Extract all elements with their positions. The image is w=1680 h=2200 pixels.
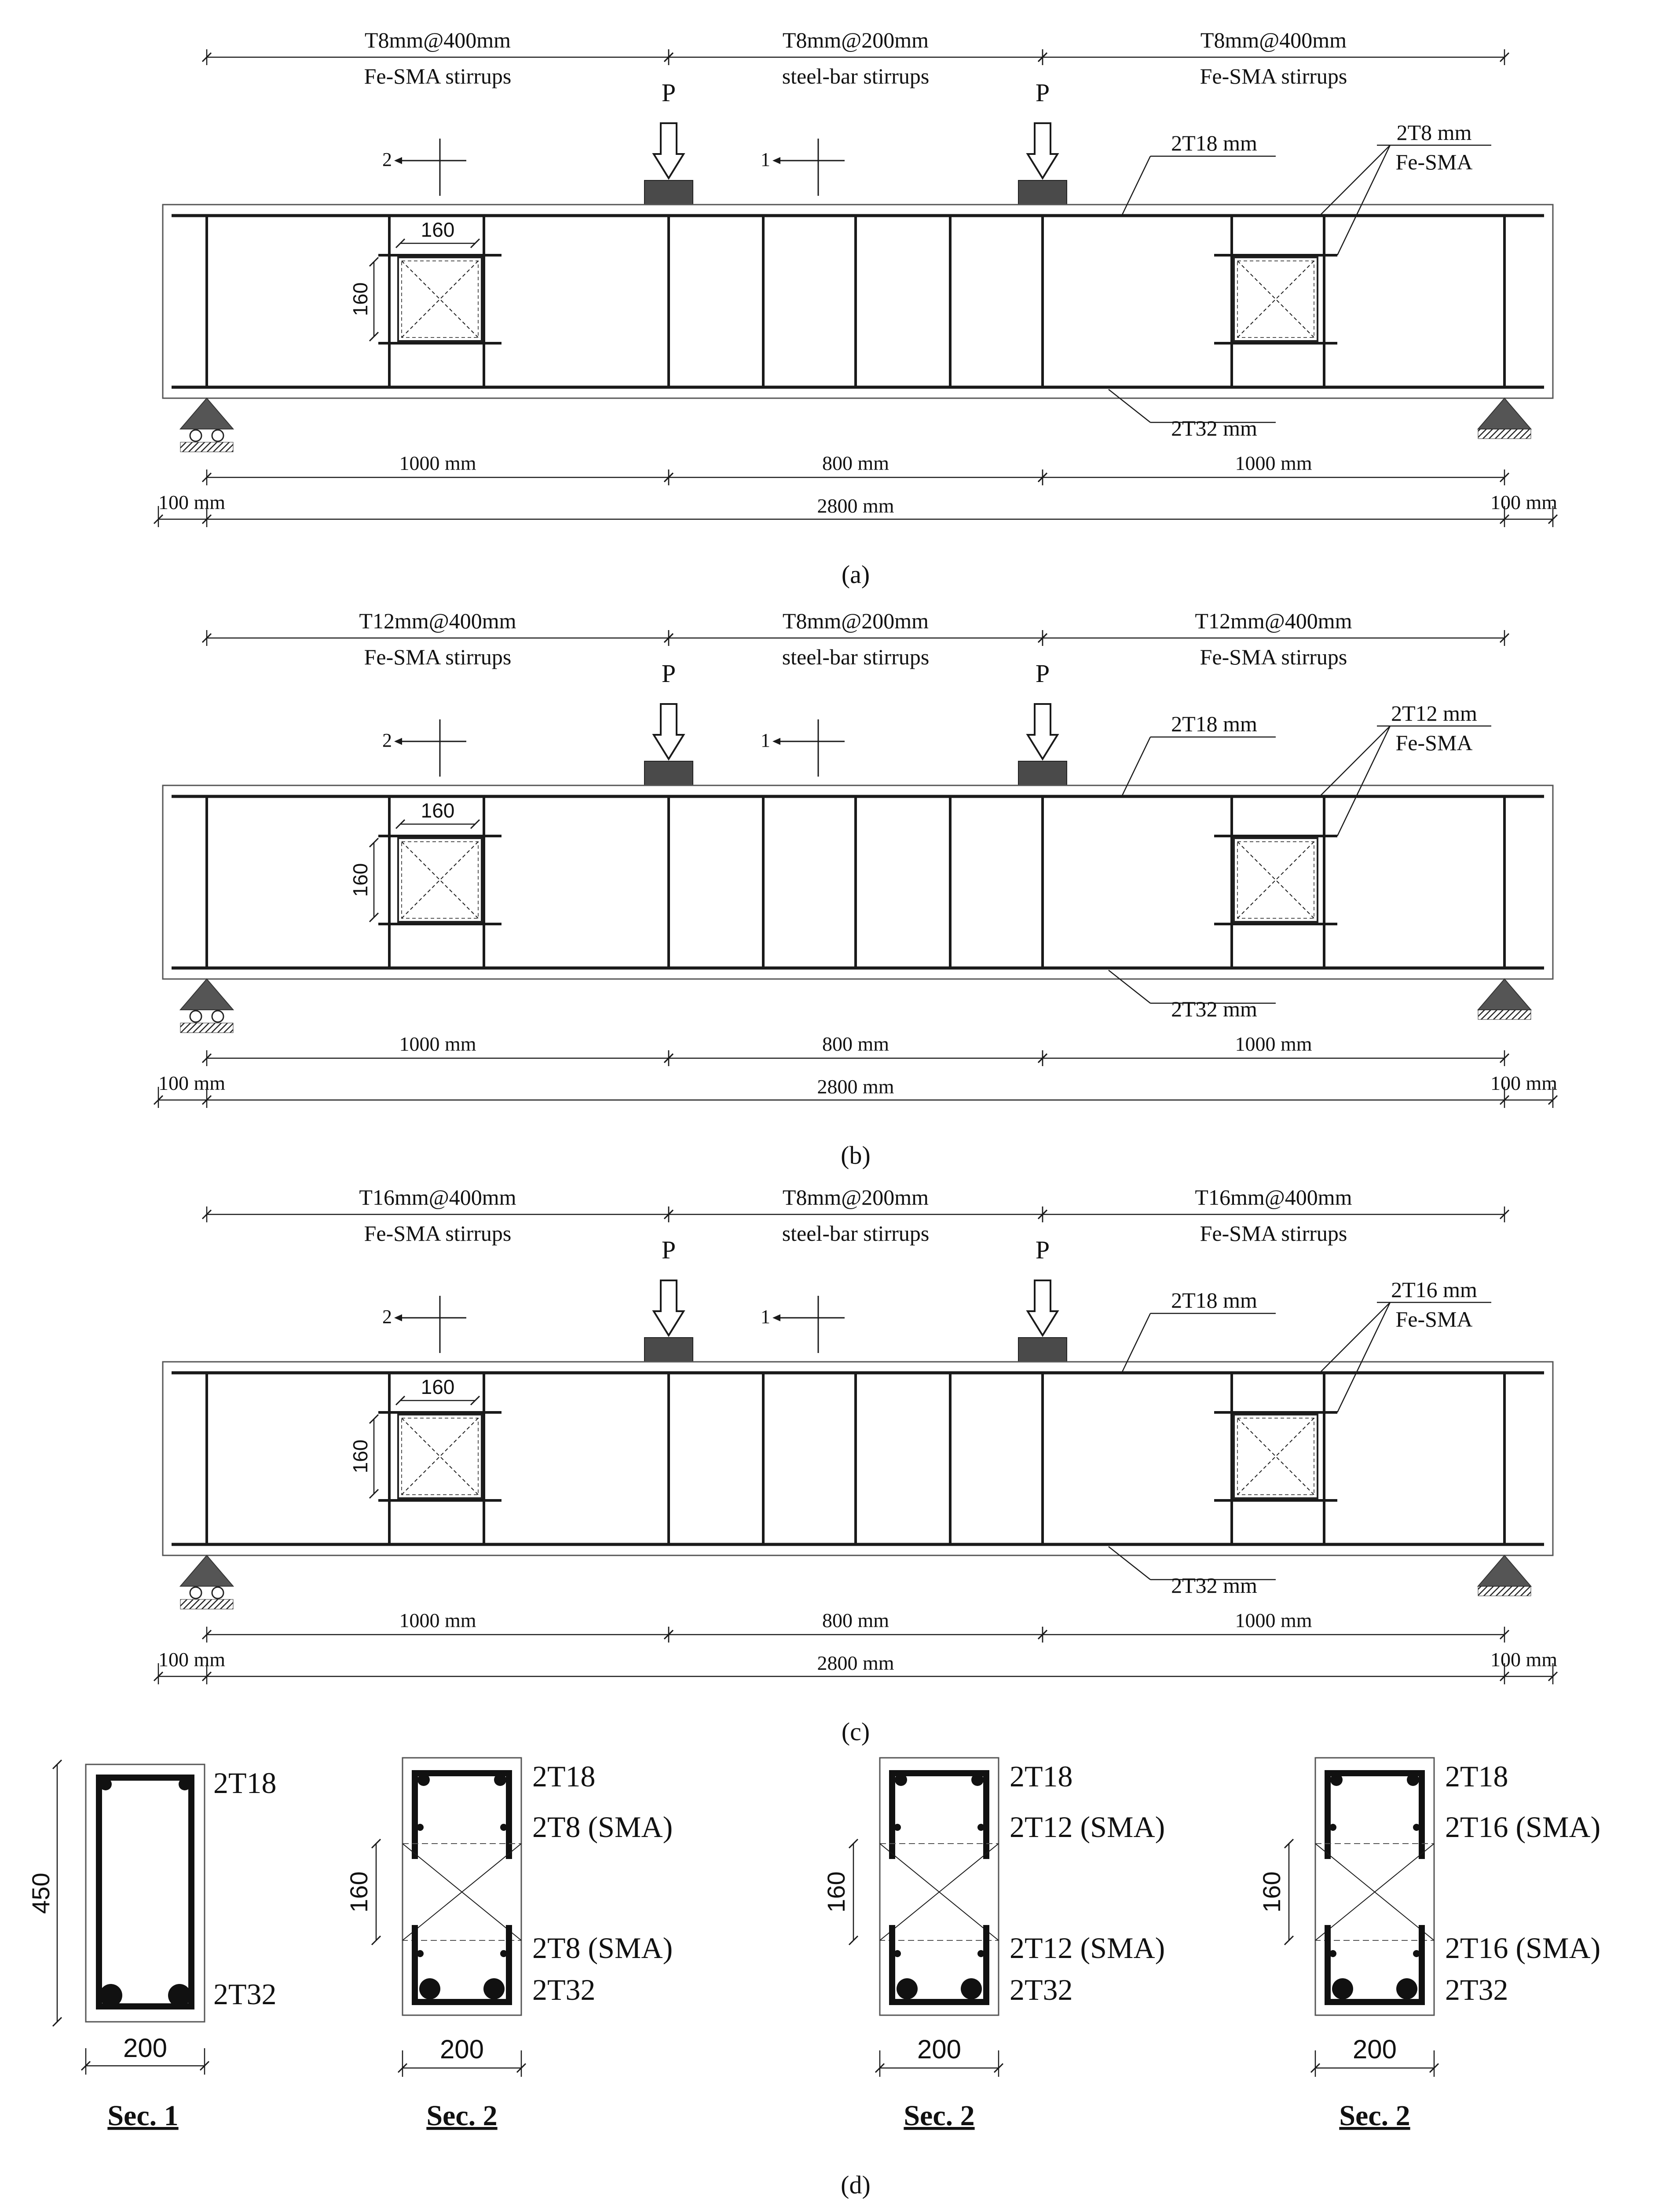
- load-label: P: [1035, 78, 1050, 107]
- right-zone-stirrup-type: Fe-SMA stirrups: [1200, 64, 1347, 88]
- section-cut-number: 2: [382, 1306, 392, 1327]
- sma-top-label: 2T16 (SMA): [1445, 1810, 1601, 1844]
- roller-wheel-icon: [190, 1011, 201, 1022]
- total-length-label: 2800 mm: [817, 1652, 894, 1674]
- left-zone-stirrup-spec: T8mm@400mm: [364, 28, 511, 52]
- load-arrow-icon: [654, 704, 684, 759]
- bottom-rebar: [419, 1978, 440, 1999]
- roller-support-icon: [180, 979, 233, 1010]
- bottom-rebar: [1332, 1978, 1353, 1999]
- sma-rebar: [500, 1950, 507, 1957]
- ground-hatch: [1478, 1010, 1531, 1019]
- opening-height-label: 160: [822, 1871, 850, 1913]
- roller-wheel-icon: [212, 1011, 223, 1022]
- roller-wheel-icon: [190, 430, 201, 441]
- bottom-rebar: [961, 1978, 982, 1999]
- section-title: Sec. 2: [1339, 2100, 1410, 2132]
- beam-elevation-2: [154, 609, 1557, 1170]
- sma-rebar: [894, 1824, 901, 1831]
- section-cut-arrowhead-icon: [394, 1314, 402, 1321]
- ground-hatch: [180, 442, 233, 452]
- opening-width-label: 160: [421, 799, 455, 822]
- span-length-label: 1000 mm: [399, 1033, 476, 1055]
- span-length-label: 1000 mm: [1235, 452, 1312, 474]
- section-cut-arrowhead-icon: [394, 157, 402, 164]
- width-dimension-label: 200: [1352, 2035, 1397, 2064]
- top-rebar: [1330, 1774, 1343, 1786]
- bottom-bar-label: 2T32 mm: [1171, 997, 1257, 1021]
- cross-sections: [27, 1758, 1600, 2199]
- bottom-rebar: [483, 1978, 505, 1999]
- ground-hatch: [1478, 429, 1531, 439]
- sma-bottom-label: 2T8 (SMA): [532, 1931, 673, 1965]
- load-arrow-icon: [654, 123, 684, 178]
- loading-plate: [644, 180, 693, 205]
- sma-bar-leader: [1337, 726, 1390, 836]
- opening-width-label: 160: [421, 1375, 455, 1398]
- section-2-variant-2: [822, 1758, 1165, 2132]
- loading-plate: [1018, 1338, 1067, 1362]
- opening-height-label: 160: [1258, 1871, 1285, 1913]
- beam-elevation-3: [154, 1185, 1557, 1746]
- right-zone-stirrup-spec: T16mm@400mm: [1195, 1185, 1352, 1210]
- mid-zone-stirrup-spec: T8mm@200mm: [782, 28, 929, 52]
- left-zone-stirrup-spec: T16mm@400mm: [359, 1185, 516, 1210]
- section-cut-number: 2: [382, 730, 392, 751]
- panel-label: (c): [841, 1717, 870, 1746]
- overhang-label-left: 100 mm: [158, 1648, 226, 1671]
- bottom-bar-label: 2T32: [213, 1977, 277, 2011]
- bottom-bar-label: 2T32: [532, 1973, 596, 2006]
- load-arrow-icon: [1028, 704, 1058, 759]
- section-2-variant-3: [1258, 1758, 1600, 2132]
- sma-rebar: [977, 1950, 985, 1957]
- sma-rebar: [417, 1824, 424, 1831]
- sma-bottom-label: 2T12 (SMA): [1010, 1931, 1165, 1965]
- bottom-rebar: [1396, 1978, 1417, 1999]
- sma-bar-leader: [1337, 1302, 1390, 1412]
- right-zone-stirrup-type: Fe-SMA stirrups: [1200, 645, 1347, 669]
- load-label: P: [661, 78, 676, 107]
- roller-wheel-icon: [212, 1587, 223, 1599]
- load-label: P: [661, 659, 676, 688]
- load-label: P: [1035, 659, 1050, 688]
- roller-support-icon: [180, 1555, 233, 1586]
- bottom-bar-leader: [1109, 970, 1150, 1003]
- loading-plate: [1018, 180, 1067, 205]
- ground-hatch: [180, 1023, 233, 1033]
- overhang-label-right: 100 mm: [1490, 1072, 1557, 1094]
- right-zone-stirrup-type: Fe-SMA stirrups: [1200, 1221, 1347, 1246]
- top-bar-label: 2T18: [1445, 1760, 1508, 1793]
- bottom-bar-label: 2T32: [1010, 1973, 1073, 2006]
- top-bar-leader: [1122, 1313, 1150, 1373]
- span-length-label: 1000 mm: [399, 452, 476, 474]
- beam-elevation-1: [154, 28, 1557, 589]
- top-bar-label: 2T18: [1010, 1760, 1073, 1793]
- overhang-label-right: 100 mm: [1490, 491, 1557, 513]
- sma-rebar: [500, 1824, 507, 1831]
- opening-height-label: 160: [349, 1439, 372, 1474]
- bottom-bar-leader: [1109, 1547, 1150, 1580]
- roller-wheel-icon: [212, 430, 223, 441]
- top-rebar: [971, 1774, 984, 1786]
- sma-rebar: [977, 1824, 985, 1831]
- panel-label: (d): [841, 2171, 871, 2199]
- section-2-variant-1: [345, 1758, 673, 2132]
- loading-plate: [644, 1338, 693, 1362]
- upper-stirrup: [892, 1773, 986, 1859]
- top-bar-label: 2T18 mm: [1171, 1288, 1257, 1313]
- mid-zone-stirrup-type: steel-bar stirrups: [782, 645, 930, 669]
- overhang-label-left: 100 mm: [158, 491, 226, 513]
- bottom-bar-leader: [1109, 389, 1150, 422]
- panel-label: (b): [841, 1141, 871, 1170]
- top-rebar: [494, 1774, 506, 1786]
- sma-bar-material: Fe-SMA: [1395, 150, 1473, 174]
- ground-hatch: [1478, 1586, 1531, 1596]
- section-cut-arrowhead-icon: [772, 157, 780, 164]
- span-length-label: 800 mm: [822, 1609, 889, 1632]
- right-zone-stirrup-spec: T12mm@400mm: [1195, 609, 1352, 633]
- span-length-label: 1000 mm: [1235, 1609, 1312, 1632]
- bottom-bar-label: 2T32 mm: [1171, 1573, 1257, 1598]
- load-arrow-icon: [1028, 123, 1058, 178]
- bottom-rebar: [168, 1984, 191, 2007]
- top-bar-label: 2T18: [213, 1766, 277, 1800]
- section-cut-number: 1: [761, 149, 770, 170]
- section-cut-arrowhead-icon: [772, 1314, 780, 1321]
- roller-support-icon: [180, 398, 233, 429]
- sma-bar-label: 2T16 mm: [1391, 1277, 1477, 1302]
- mid-zone-stirrup-type: steel-bar stirrups: [782, 64, 930, 88]
- width-dimension-label: 200: [123, 2033, 168, 2063]
- left-zone-stirrup-type: Fe-SMA stirrups: [364, 64, 512, 88]
- top-rebar: [179, 1778, 191, 1790]
- top-rebar: [99, 1778, 112, 1790]
- loading-plate: [1018, 761, 1067, 785]
- overhang-label-left: 100 mm: [158, 1072, 226, 1094]
- panel-label: (a): [841, 560, 870, 589]
- section-title: Sec. 1: [107, 2100, 179, 2132]
- load-label: P: [1035, 1236, 1050, 1264]
- loading-plate: [644, 761, 693, 785]
- span-length-label: 800 mm: [822, 452, 889, 474]
- section-cut-number: 2: [382, 149, 392, 170]
- left-zone-stirrup-type: Fe-SMA stirrups: [364, 1221, 512, 1246]
- top-bar-label: 2T18 mm: [1171, 131, 1257, 155]
- section-outline: [880, 1758, 999, 2015]
- width-dimension-label: 200: [917, 2035, 962, 2064]
- pin-support-icon: [1478, 1555, 1531, 1586]
- load-label: P: [661, 1236, 676, 1264]
- sma-bar-leader: [1337, 145, 1390, 255]
- sma-rebar: [1329, 1950, 1336, 1957]
- left-zone-stirrup-spec: T12mm@400mm: [359, 609, 516, 633]
- load-arrow-icon: [1028, 1280, 1058, 1335]
- sma-rebar: [1329, 1824, 1336, 1831]
- left-zone-stirrup-type: Fe-SMA stirrups: [364, 645, 512, 669]
- pin-support-icon: [1478, 398, 1531, 429]
- top-bar-leader: [1122, 156, 1150, 216]
- opening-width-label: 160: [421, 218, 455, 241]
- span-length-label: 1000 mm: [399, 1609, 476, 1632]
- section-title: Sec. 2: [904, 2100, 975, 2132]
- bottom-rebar: [897, 1978, 918, 1999]
- sma-rebar: [1413, 1824, 1420, 1831]
- sma-rebar: [894, 1950, 901, 1957]
- section-cut-arrowhead-icon: [394, 738, 402, 745]
- mid-zone-stirrup-spec: T8mm@200mm: [782, 1185, 929, 1210]
- upper-stirrup: [1328, 1773, 1422, 1859]
- section-outline: [86, 1764, 205, 2022]
- section-cut-number: 1: [761, 730, 770, 751]
- mid-zone-stirrup-spec: T8mm@200mm: [782, 609, 929, 633]
- sma-rebar: [1413, 1950, 1420, 1957]
- section-stirrup: [99, 1778, 191, 2006]
- sma-bottom-label: 2T16 (SMA): [1445, 1931, 1601, 1965]
- sma-top-label: 2T8 (SMA): [532, 1810, 673, 1844]
- height-dimension-label: 450: [27, 1873, 55, 1914]
- sma-bar-material: Fe-SMA: [1395, 730, 1473, 755]
- span-length-label: 800 mm: [822, 1033, 889, 1055]
- ground-hatch: [180, 1599, 233, 1609]
- top-bar-label: 2T18: [532, 1760, 596, 1793]
- section-1: [27, 1760, 277, 2132]
- width-dimension-label: 200: [439, 2035, 484, 2064]
- total-length-label: 2800 mm: [817, 495, 894, 517]
- section-title: Sec. 2: [426, 2100, 498, 2132]
- roller-wheel-icon: [190, 1587, 201, 1599]
- bottom-bar-label: 2T32: [1445, 1973, 1508, 2006]
- sma-top-label: 2T12 (SMA): [1010, 1810, 1165, 1844]
- upper-stirrup: [415, 1773, 509, 1859]
- total-length-label: 2800 mm: [817, 1075, 894, 1098]
- section-cut-number: 1: [761, 1306, 770, 1327]
- load-arrow-icon: [654, 1280, 684, 1335]
- top-bar-label: 2T18 mm: [1171, 711, 1257, 736]
- section-outline: [403, 1758, 521, 2015]
- top-bar-leader: [1122, 737, 1150, 796]
- opening-height-label: 160: [349, 863, 372, 897]
- bottom-rebar: [99, 1984, 122, 2007]
- pin-support-icon: [1478, 979, 1531, 1010]
- right-zone-stirrup-spec: T8mm@400mm: [1200, 28, 1347, 52]
- bottom-bar-label: 2T32 mm: [1171, 416, 1257, 440]
- top-rebar: [1407, 1774, 1419, 1786]
- overhang-label-right: 100 mm: [1490, 1648, 1557, 1671]
- span-length-label: 1000 mm: [1235, 1033, 1312, 1055]
- top-rebar: [417, 1774, 430, 1786]
- section-cut-arrowhead-icon: [772, 738, 780, 745]
- sma-bar-material: Fe-SMA: [1395, 1307, 1473, 1331]
- sma-rebar: [417, 1950, 424, 1957]
- sma-bar-label: 2T8 mm: [1396, 120, 1472, 145]
- opening-height-label: 160: [349, 282, 372, 316]
- top-rebar: [895, 1774, 907, 1786]
- section-outline: [1315, 1758, 1434, 2015]
- opening-height-label: 160: [345, 1871, 373, 1913]
- mid-zone-stirrup-type: steel-bar stirrups: [782, 1221, 930, 1246]
- sma-bar-label: 2T12 mm: [1391, 701, 1477, 726]
